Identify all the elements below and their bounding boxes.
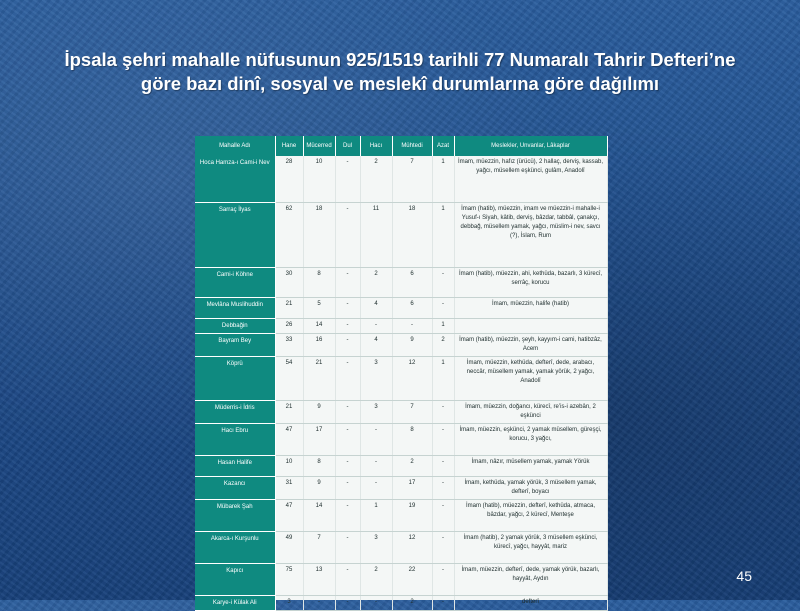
cell-hane: 47 bbox=[275, 499, 303, 531]
cell-meslekler: İmam, müezzin, defterî, dede, yamak yörük, bazarlı, hayyât, Aydın bbox=[454, 563, 607, 595]
cell-hane: 10 bbox=[275, 455, 303, 476]
cell-hane: 30 bbox=[275, 267, 303, 297]
cell-muhtedi: 2 bbox=[392, 455, 432, 476]
table-row bbox=[195, 297, 607, 318]
cell-haci: 4 bbox=[360, 333, 392, 356]
cell-dul: - bbox=[335, 156, 360, 202]
table-row bbox=[195, 267, 607, 297]
slide-title-line-1: İpsala şehri mahalle nüfusunun 925/1519 tarihli 77 Numaralı Tahrir Defteri’ne bbox=[64, 49, 736, 70]
cell-hane: 26 bbox=[275, 318, 303, 333]
cell-mucerred: 16 bbox=[303, 333, 335, 356]
cell-mahalle: Mevlâna Muslihuddin bbox=[195, 297, 275, 318]
cell-mahalle: Sarraç İlyas bbox=[195, 202, 275, 267]
cell-azat: - bbox=[432, 400, 454, 423]
cell-muhtedi: 17 bbox=[392, 476, 432, 499]
cell-haci: 11 bbox=[360, 202, 392, 267]
cell-muhtedi: 22 bbox=[392, 563, 432, 595]
header-dul: Dul bbox=[335, 136, 360, 156]
cell-meslekler: İmam (hatib), müezzin, ahi, kethüda, bazarlı, 3 kürecî, serrâç, korucu bbox=[454, 267, 607, 297]
population-table bbox=[195, 136, 608, 611]
cell-mucerred: 14 bbox=[303, 318, 335, 333]
cell-haci: 2 bbox=[360, 563, 392, 595]
slide-title bbox=[40, 48, 760, 96]
cell-mucerred: 13 bbox=[303, 563, 335, 595]
cell-mahalle: Akarca-ı Kurşunlu bbox=[195, 531, 275, 563]
table-row bbox=[195, 455, 607, 476]
header-mucerred: Mücerred bbox=[303, 136, 335, 156]
cell-haci: 2 bbox=[360, 156, 392, 202]
cell-muhtedi: 6 bbox=[392, 297, 432, 318]
cell-mahalle: Kazancı bbox=[195, 476, 275, 499]
cell-dul: - bbox=[335, 333, 360, 356]
cell-meslekler: İmam (hatib), müezzin, defterî, kethüda, atmaca, bâzdar, yağcı, 2 kürecî, Menteşe bbox=[454, 499, 607, 531]
cell-mucerred: 8 bbox=[303, 455, 335, 476]
cell-azat: 1 bbox=[432, 156, 454, 202]
cell-meslekler: İmam (hatib), müezzin, şeyh, kayyım-i cami, hatibzâz, Acem bbox=[454, 333, 607, 356]
cell-dul: - bbox=[335, 476, 360, 499]
cell-muhtedi: 6 bbox=[392, 267, 432, 297]
cell-mahalle: Hoca Hamza-ı Cami-i Nev bbox=[195, 156, 275, 202]
cell-meslekler: İmam, müezzin, halife (hatib) bbox=[454, 297, 607, 318]
cell-meslekler: İmam (hatib), müezzin, imam ve müezzin-i mahalle-i Yusuf-ı Siyah, kâtib, derviş, bâzdar, tabbâl, çanakçı, debbağ, müsellem yamak, yağcı, müslim-i nev, savcı (?), İslam, Rum bbox=[454, 202, 607, 267]
cell-haci: - bbox=[360, 423, 392, 455]
cell-haci: 3 bbox=[360, 531, 392, 563]
cell-meslekler: defterî bbox=[454, 595, 607, 610]
cell-dul: - bbox=[335, 563, 360, 595]
cell-meslekler bbox=[454, 318, 607, 333]
cell-dul: - bbox=[335, 318, 360, 333]
cell-meslekler: İmam, müezzin, kethüda, defterî, dede, arabacı, neccâr, müsellem yamak, yamak yörük, 2 yağcı, Anadolî bbox=[454, 356, 607, 400]
header-azat: Azat bbox=[432, 136, 454, 156]
cell-dul: - bbox=[335, 400, 360, 423]
cell-hane: 28 bbox=[275, 156, 303, 202]
cell-mahalle: Bayram Bey bbox=[195, 333, 275, 356]
cell-mucerred: 18 bbox=[303, 202, 335, 267]
cell-dul: - bbox=[335, 297, 360, 318]
cell-azat: - bbox=[432, 297, 454, 318]
cell-muhtedi: - bbox=[392, 318, 432, 333]
slide-title-line-2: göre bazı dinî, sosyal ve meslekî durumlarına göre dağılımı bbox=[140, 73, 660, 94]
table-row bbox=[195, 202, 607, 267]
cell-muhtedi: 7 bbox=[392, 400, 432, 423]
cell-hane: 47 bbox=[275, 423, 303, 455]
cell-haci: 3 bbox=[360, 400, 392, 423]
cell-dul: - bbox=[335, 202, 360, 267]
cell-mucerred: 8 bbox=[303, 267, 335, 297]
table-row bbox=[195, 499, 607, 531]
cell-azat: 2 bbox=[432, 333, 454, 356]
cell-mucerred: 21 bbox=[303, 356, 335, 400]
cell-meslekler: İmam, müezzin, doğancı, kürecî, re’is-i azebân, 2 eşkünci bbox=[454, 400, 607, 423]
table-row bbox=[195, 318, 607, 333]
cell-azat: - bbox=[432, 267, 454, 297]
cell-dul: - bbox=[335, 531, 360, 563]
cell-hane: 54 bbox=[275, 356, 303, 400]
cell-mahalle: Hasan Halife bbox=[195, 455, 275, 476]
cell-muhtedi: 19 bbox=[392, 499, 432, 531]
cell-dul: - bbox=[335, 499, 360, 531]
cell-mahalle: Hacı Ebru bbox=[195, 423, 275, 455]
cell-azat: - bbox=[432, 563, 454, 595]
cell-meslekler: İmam, nâzır, müsellem yamak, yamak Yörük bbox=[454, 455, 607, 476]
page-number: 45 bbox=[736, 568, 752, 584]
header-muhtedi: Mühtedi bbox=[392, 136, 432, 156]
cell-azat: - bbox=[432, 455, 454, 476]
cell-mahalle: Müderris-i İdris bbox=[195, 400, 275, 423]
cell-muhtedi: 18 bbox=[392, 202, 432, 267]
cell-mahalle: Mübarek Şah bbox=[195, 499, 275, 531]
cell-muhtedi: 7 bbox=[392, 156, 432, 202]
table-row bbox=[195, 400, 607, 423]
cell-hane: 3 bbox=[275, 595, 303, 610]
cell-hane: 21 bbox=[275, 297, 303, 318]
cell-azat: 1 bbox=[432, 318, 454, 333]
population-table-container bbox=[195, 136, 607, 606]
cell-muhtedi: 9 bbox=[392, 333, 432, 356]
cell-haci: 4 bbox=[360, 297, 392, 318]
cell-mucerred: 17 bbox=[303, 423, 335, 455]
cell-dul: - bbox=[335, 595, 360, 610]
cell-meslekler: İmam, müezzin, eşkünci, 2 yamak müsellem, güreşçi, korucu, 3 yağcı, bbox=[454, 423, 607, 455]
cell-azat: - bbox=[432, 499, 454, 531]
cell-dul: - bbox=[335, 356, 360, 400]
cell-meslekler: İmam (hatib), 2 yamak yörük, 3 müsellem eşkünci, kürecî, yağcı, hayyât, mariz bbox=[454, 531, 607, 563]
cell-mahalle: Debbağin bbox=[195, 318, 275, 333]
cell-hane: 21 bbox=[275, 400, 303, 423]
cell-mahalle: Kapıcı bbox=[195, 563, 275, 595]
cell-mucerred: 5 bbox=[303, 297, 335, 318]
header-hane: Hane bbox=[275, 136, 303, 156]
cell-meslekler: İmam, müezzin, hafız (ürücü), 2 hallaç, derviş, kassab, yağcı, müsellem eşkünci, gulâm, Anadolî bbox=[454, 156, 607, 202]
cell-azat: 1 bbox=[432, 202, 454, 267]
cell-haci: - bbox=[360, 595, 392, 610]
cell-mucerred: 14 bbox=[303, 499, 335, 531]
cell-muhtedi: 2 bbox=[392, 595, 432, 610]
cell-meslekler: İmam, kethüda, yamak yörük, 3 müsellem yamak, defterî, boyacı bbox=[454, 476, 607, 499]
cell-azat: - bbox=[432, 595, 454, 610]
cell-haci: - bbox=[360, 476, 392, 499]
header-meslekler: Meslekler, Unvanlar, Lâkaplar bbox=[454, 136, 607, 156]
cell-hane: 33 bbox=[275, 333, 303, 356]
cell-muhtedi: 12 bbox=[392, 531, 432, 563]
cell-azat: - bbox=[432, 423, 454, 455]
table-header-row bbox=[195, 136, 607, 156]
cell-mucerred: - bbox=[303, 595, 335, 610]
cell-hane: 49 bbox=[275, 531, 303, 563]
cell-mahalle: Cami-i Köhne bbox=[195, 267, 275, 297]
table-row bbox=[195, 476, 607, 499]
table-row bbox=[195, 531, 607, 563]
table-row bbox=[195, 595, 607, 610]
cell-muhtedi: 8 bbox=[392, 423, 432, 455]
cell-hane: 31 bbox=[275, 476, 303, 499]
cell-azat: - bbox=[432, 476, 454, 499]
header-haci: Hacı bbox=[360, 136, 392, 156]
cell-haci: 3 bbox=[360, 356, 392, 400]
table-row bbox=[195, 156, 607, 202]
cell-hane: 75 bbox=[275, 563, 303, 595]
table-row bbox=[195, 563, 607, 595]
cell-haci: 2 bbox=[360, 267, 392, 297]
cell-dul: - bbox=[335, 423, 360, 455]
table-row bbox=[195, 333, 607, 356]
cell-azat: 1 bbox=[432, 356, 454, 400]
table-row bbox=[195, 423, 607, 455]
cell-dul: - bbox=[335, 455, 360, 476]
cell-hane: 62 bbox=[275, 202, 303, 267]
cell-haci: - bbox=[360, 318, 392, 333]
cell-haci: 1 bbox=[360, 499, 392, 531]
header-mahalle: Mahalle Adı bbox=[195, 136, 275, 156]
cell-azat: - bbox=[432, 531, 454, 563]
table-row bbox=[195, 356, 607, 400]
table-body bbox=[195, 156, 607, 610]
cell-dul: - bbox=[335, 267, 360, 297]
cell-mucerred: 7 bbox=[303, 531, 335, 563]
cell-mahalle: Karye-i Külak Ali bbox=[195, 595, 275, 610]
cell-mucerred: 9 bbox=[303, 476, 335, 499]
cell-haci: - bbox=[360, 455, 392, 476]
cell-mucerred: 10 bbox=[303, 156, 335, 202]
cell-mahalle: Köprü bbox=[195, 356, 275, 400]
cell-mucerred: 9 bbox=[303, 400, 335, 423]
cell-muhtedi: 12 bbox=[392, 356, 432, 400]
